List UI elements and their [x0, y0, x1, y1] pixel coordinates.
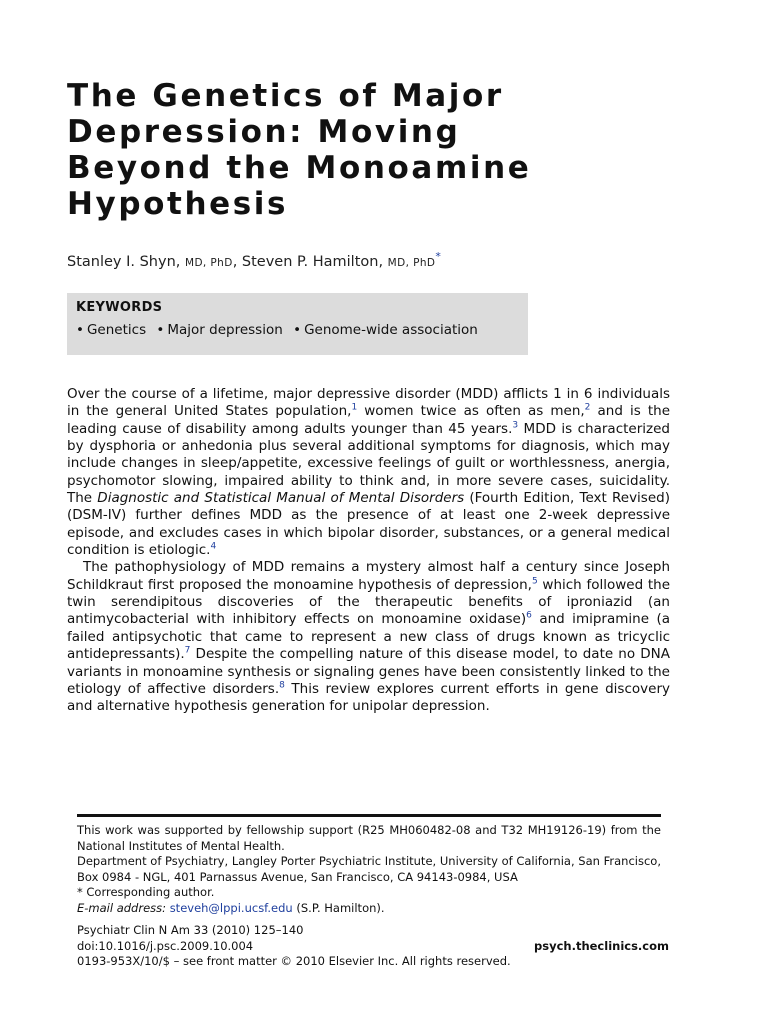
title-line: The Genetics of Major — [67, 78, 504, 114]
author-degrees: MD, PhD — [184, 256, 233, 269]
keyword-item: Genome-wide association — [304, 322, 478, 338]
keyword-item: Genetics — [86, 322, 147, 338]
title-line: Beyond the Monoamine — [67, 150, 532, 186]
body-text-run: MDD is characterized by dysphoria or anhedonia plus several additional symptoms for diagnosis, which may include changes in sleep/appetite, excessive feelings of guilt or worthlessness, anergia, psychomotor slowing, impaired ability to think and, in more severe cases, suicidality. The — [67, 420, 670, 507]
keyword-item: Major depression — [167, 322, 283, 338]
keywords-heading: KEYWORDS — [76, 300, 163, 315]
reference-link[interactable]: 3 — [512, 420, 519, 431]
author-list — [67, 250, 441, 270]
reference-link[interactable]: 7 — [184, 645, 191, 656]
body-text-run: women twice as often as men, — [357, 403, 585, 420]
journal-citation: Psychiatr Clin N Am 33 (2010) 125–140 — [77, 923, 304, 937]
bullet-icon: • — [293, 322, 302, 338]
footnote-divider — [77, 814, 661, 817]
affiliation-note: Department of Psychiatry, Langley Porter Psychiatric Institute, University of California, San Francisco, Box 0984 - NGL, 401 Parnassus Avenue, San Francisco, CA 94143-0984, USA — [77, 854, 661, 884]
manual-title-italic: Diagnostic and Statistical Manual of Mental Disorders — [97, 490, 465, 507]
reference-link[interactable]: 5 — [531, 576, 538, 587]
reference-link[interactable]: 6 — [526, 610, 532, 621]
body-text-run: The pathophysiology of MDD remains a mystery almost half a century since Joseph Schildkraut first proposed the monoamine hypothesis of depression, — [67, 559, 670, 593]
funding-note: This work was supported by fellowship support (R25 MH060482-08 and T32 MH19126-19) from the National Institutes of Mental Health. — [77, 823, 661, 853]
body-paragraph — [67, 559, 670, 715]
email-note — [77, 901, 661, 917]
body-text-run: This review explores current efforts in gene discovery and alternative hypothesis generation for unipolar depression. — [67, 680, 670, 715]
bullet-icon: • — [76, 322, 84, 338]
author-degrees: MD, PhD — [387, 256, 436, 269]
body-paragraph — [67, 386, 670, 559]
reference-link[interactable]: 8 — [279, 680, 285, 691]
author-name: Stanley I. Shyn, — [67, 253, 181, 270]
journal-website-link[interactable]: psych.theclinics.com — [534, 939, 669, 953]
article-body — [67, 386, 670, 716]
body-text-run: Despite the compelling nature of this disease model, to date no DNA variants in monoamine synthesis or signaling genes have been consistently linked to the etiology of affective disorders. — [67, 646, 670, 697]
reference-link[interactable]: 1 — [351, 402, 358, 413]
email-label: E-mail address: — [77, 900, 167, 915]
title-line: Depression: Moving — [67, 114, 461, 150]
body-text-run: Over the course of a lifetime, major depressive disorder (MDD) afflicts 1 in 6 individuals in the general United States population, — [67, 386, 670, 420]
reference-link[interactable]: 4 — [210, 541, 217, 552]
doi-link[interactable]: doi:10.1016/j.psc.2009.10.004 — [77, 938, 254, 953]
email-suffix: (S.P. Hamilton). — [292, 900, 385, 915]
corresponding-author-link[interactable]: * — [435, 250, 441, 263]
body-text-run: and is the leading cause of disability among adults younger than 45 years. — [67, 403, 670, 437]
author-separator: , — [232, 253, 238, 270]
body-text-run: (Fourth Edition, Text Revised) (DSM-IV) further defines MDD as the presence of at least one 2-week depressive episode, and excludes cases in which bipolar disorder, substances, or a general medical condition is etiologic. — [67, 490, 670, 559]
corresponding-author-note: * Corresponding author. — [77, 885, 215, 899]
bullet-icon: • — [156, 322, 165, 338]
keywords-box — [67, 293, 528, 355]
article-title — [67, 78, 627, 222]
keywords-list — [76, 322, 484, 338]
body-text-run: and imipramine (a failed antipsychotic that came to represent a new class of drugs known as tricyclic antidepressants). — [67, 611, 670, 663]
body-text-run: which followed the twin serendipitous discoveries of the therapeutic benefits of iproniazid (an antimycobacterial with inhibitory effects on monoamine oxidase) — [67, 576, 670, 628]
footnotes — [77, 823, 661, 916]
title-line: Hypothesis — [67, 186, 289, 222]
reference-link[interactable]: 2 — [584, 402, 591, 413]
author-name: Steven P. Hamilton, — [241, 253, 384, 270]
email-link[interactable]: steveh@lppi.ucsf.edu — [169, 900, 293, 915]
copyright-note: 0193-953X/10/$ – see front matter © 2010 Elsevier Inc. All rights reserved. — [77, 954, 511, 968]
